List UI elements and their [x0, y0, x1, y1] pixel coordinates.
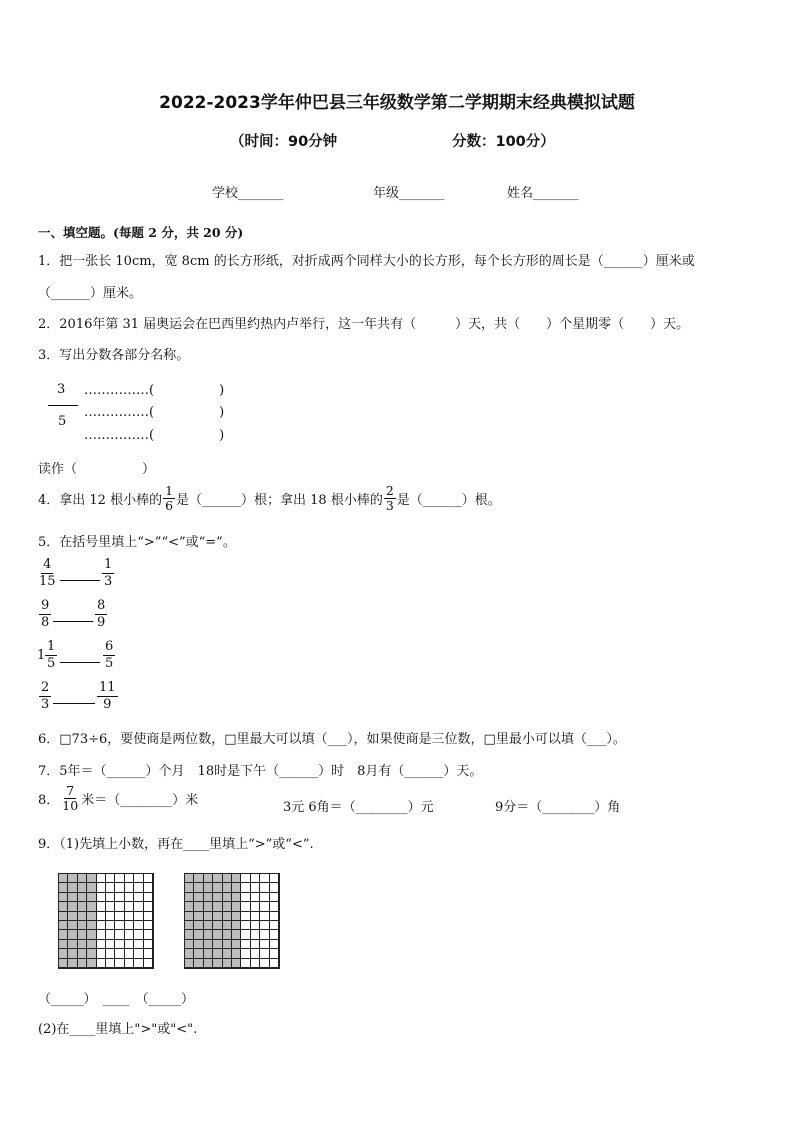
q5-r1-right-num: 1: [104, 557, 113, 572]
grid-cell: [97, 912, 106, 921]
grid-cell: [194, 912, 203, 921]
q5-r4-right: [97, 680, 118, 712]
grid-cell: [144, 921, 153, 930]
grid-cell: [144, 940, 153, 949]
grid-cell: [125, 874, 134, 883]
grid-cell: [251, 883, 260, 892]
q3-row-2: ……………( ): [84, 405, 225, 420]
grid-cell: [134, 949, 143, 958]
grid-cell: [59, 883, 68, 892]
q5-r1-left-den: 15: [39, 573, 56, 589]
grid-cell: [115, 921, 124, 930]
q5-r3-whole: 1: [37, 648, 46, 663]
grid-cell: [59, 902, 68, 911]
grid-cell: [115, 959, 124, 968]
grid-cell: [59, 959, 68, 968]
grid-cell: [204, 883, 213, 892]
grid-cell: [97, 921, 106, 930]
grid-cell: [97, 902, 106, 911]
q3-read-as: 读作（ ）: [38, 462, 156, 477]
grid-cell: [97, 940, 106, 949]
grid-cell: [87, 959, 96, 968]
grid-cell: [204, 902, 213, 911]
grid-cell: [68, 959, 77, 968]
grid-cell: [213, 949, 222, 958]
grid-cell: [241, 930, 250, 939]
q3-numerator: 3: [57, 382, 66, 397]
grid-cell: [223, 940, 232, 949]
grade-field: 年级_______: [373, 186, 445, 201]
grid-cell: [232, 959, 241, 968]
grid-cell: [232, 874, 241, 883]
grid-cell: [213, 930, 222, 939]
grid-cell: [144, 902, 153, 911]
school-field: 学校_______: [212, 186, 284, 201]
grid-cell: [185, 902, 194, 911]
grid-cell: [87, 874, 96, 883]
q5-r3-right-den: 5: [105, 655, 114, 671]
grid-cell: [260, 959, 269, 968]
q4-part-3: 是（______）根。: [396, 493, 501, 509]
grid-cell: [194, 902, 203, 911]
q4-part-2: 是（______）根；拿出 18 根小棒的: [176, 493, 383, 509]
grid-cell: [223, 902, 232, 911]
grid-cell: [213, 912, 222, 921]
grid-cell: [134, 883, 143, 892]
grid-cell: [223, 883, 232, 892]
grid-cell: [204, 912, 213, 921]
grid-cell: [125, 893, 134, 902]
grid-cell: [241, 883, 250, 892]
grid-cell: [241, 874, 250, 883]
grid-cell: [125, 959, 134, 968]
grid-cell: [223, 949, 232, 958]
grid-cell: [87, 949, 96, 958]
grid-cell: [144, 949, 153, 958]
grid-cell: [115, 874, 124, 883]
grid-cell: [251, 959, 260, 968]
grid-cell: [115, 940, 124, 949]
grid-cell: [87, 893, 96, 902]
grid-cell: [68, 883, 77, 892]
grid-cell: [68, 912, 77, 921]
q8-part-2: 3元 6角＝（________）元: [283, 800, 434, 815]
grid-cell: [115, 902, 124, 911]
q5-r4-blank[interactable]: [53, 703, 95, 704]
q5-r1-left-num: 4: [43, 557, 52, 572]
grid-cell: [213, 874, 222, 883]
grid-cell: [134, 940, 143, 949]
grid-cell: [270, 912, 279, 921]
grid-cell: [59, 893, 68, 902]
q5-r2-right-num: 8: [97, 598, 106, 613]
grid-cell: [251, 921, 260, 930]
grid-cell: [68, 874, 77, 883]
q4-f2-num: 2: [385, 483, 394, 498]
grid-cell: [185, 874, 194, 883]
question-9: 9．（1)先填上小数，再在____里填上“>”或“<”.: [38, 837, 314, 852]
q5-r4-right-den: 9: [103, 696, 112, 712]
grid-cell: [87, 902, 96, 911]
q5-r3-left-num: 1: [47, 639, 56, 654]
grid-cell: [270, 874, 279, 883]
grid-cell: [213, 893, 222, 902]
grid-cell: [223, 930, 232, 939]
grid-cell: [125, 921, 134, 930]
grid-cell: [78, 902, 87, 911]
question-6: 6．□73÷6，要使商是两位数，□里最大可以填（___），如果使商是三位数，□里最小可以填（___）。: [38, 732, 626, 747]
grid-cell: [251, 940, 260, 949]
grid-cell: [97, 930, 106, 939]
grid-cell: [204, 940, 213, 949]
q8-part-1: 米＝（________）米: [81, 793, 199, 809]
grid-cell: [97, 883, 106, 892]
grid-cell: [144, 883, 153, 892]
grid-cell: [241, 912, 250, 921]
grid-cell: [194, 940, 203, 949]
grid-cell: [232, 949, 241, 958]
grid-cell: [78, 921, 87, 930]
q5-r3-left: [45, 639, 57, 671]
grid-cell: [68, 949, 77, 958]
grid-cell: [59, 921, 68, 930]
grid-cell: [134, 921, 143, 930]
grid-cell: [115, 883, 124, 892]
grid-cell: [270, 921, 279, 930]
grid-cell: [59, 949, 68, 958]
grid-cell: [78, 949, 87, 958]
grid-cell: [125, 912, 134, 921]
grid-cell: [134, 874, 143, 883]
grid-cell: [251, 874, 260, 883]
grid-cell: [241, 902, 250, 911]
grid-cell: [106, 883, 115, 892]
question-1-line-2: （______）厘米。: [38, 286, 143, 301]
q4-fraction-2: [384, 484, 396, 514]
grid-cell: [78, 874, 87, 883]
grid-cell: [106, 921, 115, 930]
grid-cell: [134, 902, 143, 911]
grid-cell: [260, 930, 269, 939]
grid-cell: [251, 902, 260, 911]
grid-cell: [106, 874, 115, 883]
grid-cell: [223, 874, 232, 883]
grid-cell: [59, 874, 68, 883]
q5-r1-blank[interactable]: [60, 580, 100, 581]
grid-cell: [115, 912, 124, 921]
grid-cell: [106, 902, 115, 911]
grid-cell: [144, 930, 153, 939]
grid-cell: [144, 874, 153, 883]
q8-fraction-den: 10: [62, 798, 79, 814]
grid-cell: [251, 930, 260, 939]
q5-r1-left: [39, 557, 56, 589]
grid-cell: [185, 940, 194, 949]
grid-cell: [144, 912, 153, 921]
grid-cell: [204, 949, 213, 958]
hundred-grid-2: [184, 873, 280, 969]
grid-cell: [115, 893, 124, 902]
question-1-line-1: 1．把一张长 10cm，宽 8cm 的长方形纸，对折成两个同样大小的长方形，每个长方形的周长是（______）厘米或: [38, 254, 695, 269]
q8-number: 8．: [38, 793, 60, 809]
grid-cell: [97, 959, 106, 968]
grid-cell: [194, 893, 203, 902]
q5-r1-right: [102, 557, 114, 589]
grid-cell: [185, 912, 194, 921]
grid-cell: [87, 912, 96, 921]
q4-f1-den: 6: [165, 498, 174, 514]
grid-cell: [78, 930, 87, 939]
grid-cell: [270, 893, 279, 902]
grid-cell: [260, 893, 269, 902]
grid-cell: [78, 893, 87, 902]
grid-cell: [97, 874, 106, 883]
grid-cell: [194, 930, 203, 939]
grid-cell: [213, 921, 222, 930]
q5-r2-left-den: 8: [41, 614, 50, 630]
grid-cell: [270, 959, 279, 968]
grid-cell: [270, 883, 279, 892]
q5-r3-right-num: 6: [105, 639, 114, 654]
grid-cell: [68, 921, 77, 930]
grid-cell: [260, 883, 269, 892]
grid-cell: [241, 893, 250, 902]
grid-cell: [134, 912, 143, 921]
q4-fraction-1: [163, 484, 175, 514]
grid-cell: [115, 949, 124, 958]
q3-denominator: 5: [58, 414, 67, 429]
grid-cell: [241, 921, 250, 930]
page-title: 2022-2023学年仲巴县三年级数学第二学期期末经典模拟试题: [159, 93, 635, 113]
q5-r2-left: [39, 598, 51, 630]
grid-cell: [260, 949, 269, 958]
grid-cell: [125, 902, 134, 911]
grid-cell: [59, 930, 68, 939]
grid-cell: [204, 930, 213, 939]
grid-cell: [134, 930, 143, 939]
grid-cell: [68, 902, 77, 911]
grid-cell: [232, 930, 241, 939]
q4-f1-num: 1: [165, 483, 174, 498]
grid-cell: [144, 959, 153, 968]
grid-cell: [144, 893, 153, 902]
grid-cell: [213, 883, 222, 892]
grid-cell: [106, 893, 115, 902]
q8-part-3: 9分＝（________）角: [495, 800, 621, 815]
grid-cell: [260, 902, 269, 911]
grid-cell: [68, 893, 77, 902]
grid-cell: [106, 912, 115, 921]
grid-cell: [241, 940, 250, 949]
grid-cell: [125, 940, 134, 949]
grid-cell: [78, 912, 87, 921]
grid-cell: [125, 883, 134, 892]
grid-cell: [134, 959, 143, 968]
grid-cell: [115, 930, 124, 939]
grid-cell: [232, 921, 241, 930]
grid-cell: [260, 874, 269, 883]
q5-r2-right-den: 9: [97, 614, 106, 630]
question-3: 3．写出分数各部分名称。: [38, 348, 190, 363]
grid-cell: [194, 959, 203, 968]
grid-cell: [87, 940, 96, 949]
grid-cell: [68, 930, 77, 939]
q3-row-1: ……………( ): [84, 383, 225, 398]
question-2: 2．2016年第 31 届奥运会在巴西里约热内卢举行，这一年共有（ ）天，共（ ）个星期零（ ）天。: [38, 317, 690, 332]
grid-cell: [260, 921, 269, 930]
grid-cell: [260, 940, 269, 949]
q9-answer-line: （_____） ____ （_____）: [38, 992, 195, 1007]
grid-cell: [59, 940, 68, 949]
grid-cell: [251, 893, 260, 902]
q8-fraction: [60, 784, 80, 814]
question-8: [38, 784, 198, 814]
score-label: 分数：100分）: [452, 134, 555, 150]
grid-cell: [194, 874, 203, 883]
grid-cell: [251, 949, 260, 958]
grid-cell: [78, 883, 87, 892]
q5-r3-left-den: 5: [47, 655, 56, 671]
grid-cell: [213, 902, 222, 911]
time-label: （时间：90分钟: [230, 134, 338, 150]
grid-cell: [204, 893, 213, 902]
grid-cell: [59, 912, 68, 921]
grid-cell: [194, 949, 203, 958]
q9-part-2: (2)在____里填上">"或"<".: [38, 1022, 198, 1037]
question-7: 7．5年＝（______）个月 18时是下午（______）时 8月有（______）天。: [38, 764, 483, 779]
grid-cell: [213, 959, 222, 968]
q3-row-3: ……………( ): [84, 428, 225, 443]
q3-fraction-bar: [48, 405, 78, 406]
grid-cell: [241, 949, 250, 958]
grid-cell: [125, 930, 134, 939]
grid-cell: [125, 949, 134, 958]
question-5: 5．在括号里填上“>”“<”或“=”。: [38, 535, 236, 550]
grid-cell: [68, 940, 77, 949]
grid-cell: [204, 959, 213, 968]
grid-cell: [232, 902, 241, 911]
grid-cell: [223, 912, 232, 921]
q5-r2-right: [95, 598, 107, 630]
grid-cell: [232, 883, 241, 892]
grid-cell: [185, 921, 194, 930]
q5-r2-left-num: 9: [41, 598, 50, 613]
q5-r2-blank[interactable]: [53, 621, 93, 622]
grid-cell: [270, 949, 279, 958]
grid-cell: [106, 959, 115, 968]
q5-r4-left-den: 3: [41, 696, 50, 712]
grid-cell: [87, 921, 96, 930]
q4-f2-den: 3: [385, 498, 394, 514]
grid-cell: [185, 949, 194, 958]
q5-r3-right: [103, 639, 115, 671]
q5-r1-right-den: 3: [104, 573, 113, 589]
grid-cell: [87, 930, 96, 939]
grid-cell: [241, 959, 250, 968]
grid-cell: [78, 940, 87, 949]
grid-cell: [270, 940, 279, 949]
grid-cell: [223, 893, 232, 902]
grid-cell: [251, 912, 260, 921]
grid-cell: [185, 893, 194, 902]
grid-cell: [194, 921, 203, 930]
grid-cell: [232, 893, 241, 902]
q5-r4-left-num: 2: [41, 680, 50, 695]
grid-cell: [270, 930, 279, 939]
grid-cell: [194, 883, 203, 892]
grid-cell: [223, 959, 232, 968]
grid-cell: [270, 902, 279, 911]
q5-r4-left: [39, 680, 51, 712]
q5-r3-blank[interactable]: [60, 662, 100, 663]
grid-cell: [97, 893, 106, 902]
grid-cell: [106, 930, 115, 939]
q8-fraction-num: 7: [66, 783, 75, 798]
grid-cell: [223, 921, 232, 930]
grid-cell: [232, 940, 241, 949]
grid-cell: [260, 912, 269, 921]
grid-cell: [185, 959, 194, 968]
q4-part-1: 4．拿出 12 根小棒的: [38, 493, 163, 509]
grid-cell: [232, 912, 241, 921]
grid-cell: [97, 949, 106, 958]
hundred-grid-1: [58, 873, 154, 969]
grid-cell: [185, 883, 194, 892]
grid-cell: [78, 959, 87, 968]
grid-cell: [204, 921, 213, 930]
question-4: [38, 484, 501, 514]
grid-cell: [106, 940, 115, 949]
q5-r4-right-num: 11: [99, 680, 116, 695]
name-field: 姓名_______: [507, 186, 579, 201]
grid-cell: [204, 874, 213, 883]
grid-cell: [87, 883, 96, 892]
grid-cell: [106, 949, 115, 958]
grid-cell: [185, 930, 194, 939]
grid-cell: [213, 940, 222, 949]
grid-cell: [134, 893, 143, 902]
section-heading: 一、填空题。(每题 2 分，共 20 分): [38, 225, 244, 240]
